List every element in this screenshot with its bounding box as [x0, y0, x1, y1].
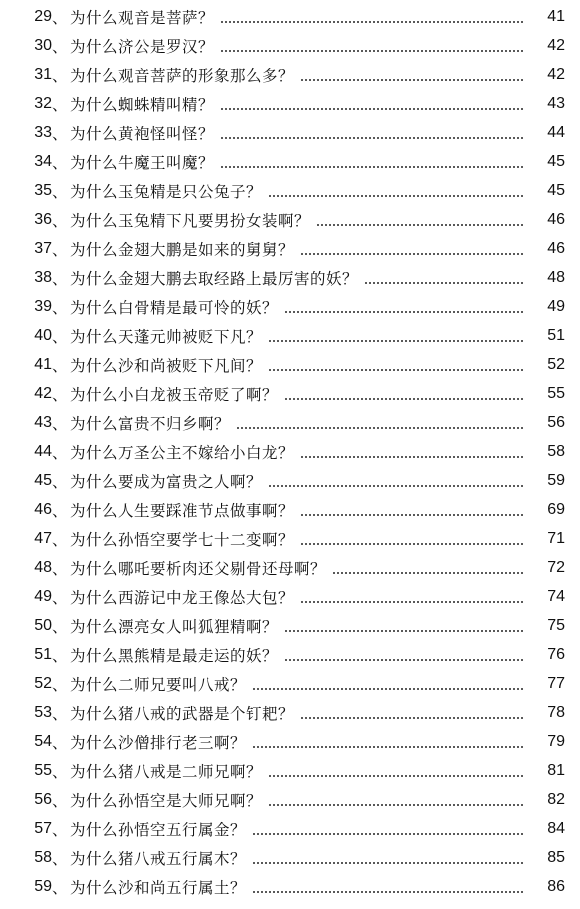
entry-page-number: 49 — [547, 297, 565, 315]
entry-page-number: 44 — [547, 123, 565, 141]
entry-page-number: 58 — [547, 442, 565, 460]
toc-entry[interactable] — [0, 553, 580, 582]
toc-entry[interactable] — [0, 321, 580, 350]
toc-entry[interactable] — [0, 379, 580, 408]
entry-title: 为什么孙悟空要学七十二变啊？ — [70, 530, 295, 549]
entry-page-number: 85 — [547, 848, 565, 866]
entry-separator: 、 — [52, 675, 68, 694]
entry-number: 51 — [34, 645, 52, 663]
toc-entry[interactable] — [0, 524, 580, 553]
entry-title: 为什么济公是罗汉？ — [70, 37, 215, 56]
dot-leader — [300, 78, 525, 81]
entry-page-number: 46 — [547, 210, 565, 228]
toc-entry[interactable] — [0, 466, 580, 495]
dot-leader — [220, 20, 525, 23]
entry-title: 为什么黑熊精是最走运的妖？ — [70, 646, 279, 665]
entry-number: 46 — [34, 500, 52, 518]
entry-page-number: 56 — [547, 413, 565, 431]
entry-separator: 、 — [52, 617, 68, 636]
dot-leader — [268, 484, 525, 487]
entry-title: 为什么沙和尚五行属土？ — [70, 878, 247, 897]
entry-separator: 、 — [52, 791, 68, 810]
dot-leader — [252, 861, 525, 864]
entry-separator: 、 — [52, 414, 68, 433]
dot-leader — [268, 194, 525, 197]
entry-title: 为什么西游记中龙王像怂大包？ — [70, 588, 295, 607]
toc-entry[interactable] — [0, 176, 580, 205]
toc-entry[interactable] — [0, 60, 580, 89]
entry-page-number: 79 — [547, 732, 565, 750]
dot-leader — [300, 542, 525, 545]
entry-title: 为什么猪八戒五行属木？ — [70, 849, 247, 868]
entry-separator: 、 — [52, 472, 68, 491]
entry-title: 为什么猪八戒是二师兄啊？ — [70, 762, 263, 781]
entry-title: 为什么要成为富贵之人啊？ — [70, 472, 263, 491]
dot-leader — [220, 165, 525, 168]
entry-number: 43 — [34, 413, 52, 431]
toc-entry[interactable] — [0, 437, 580, 466]
entry-separator: 、 — [52, 327, 68, 346]
entry-title: 为什么猪八戒的武器是个钉耙？ — [70, 704, 295, 723]
entry-number: 59 — [34, 877, 52, 895]
entry-separator: 、 — [52, 704, 68, 723]
entry-number: 55 — [34, 761, 52, 779]
entry-number: 58 — [34, 848, 52, 866]
entry-title: 为什么观音菩萨的形象那么多？ — [70, 66, 295, 85]
toc-entry[interactable] — [0, 669, 580, 698]
entry-page-number: 75 — [547, 616, 565, 634]
toc-entry[interactable] — [0, 408, 580, 437]
entry-page-number: 42 — [547, 65, 565, 83]
entry-separator: 、 — [52, 385, 68, 404]
entry-number: 50 — [34, 616, 52, 634]
dot-leader — [220, 136, 525, 139]
dot-leader — [220, 107, 525, 110]
dot-leader — [236, 426, 525, 429]
entry-separator: 、 — [52, 298, 68, 317]
entry-number: 33 — [34, 123, 52, 141]
dot-leader — [300, 252, 525, 255]
dot-leader — [252, 745, 525, 748]
dot-leader — [284, 629, 525, 632]
entry-number: 56 — [34, 790, 52, 808]
entry-number: 52 — [34, 674, 52, 692]
entry-page-number: 74 — [547, 587, 565, 605]
dot-leader — [300, 513, 525, 516]
entry-number: 57 — [34, 819, 52, 837]
entry-number: 54 — [34, 732, 52, 750]
toc-entry[interactable] — [0, 205, 580, 234]
entry-separator: 、 — [52, 356, 68, 375]
dot-leader — [284, 310, 525, 313]
toc-entry[interactable] — [0, 31, 580, 60]
entry-title: 为什么玉兔精是只公兔子？ — [70, 182, 263, 201]
toc-entry[interactable] — [0, 234, 580, 263]
entry-separator: 、 — [52, 588, 68, 607]
toc-entry[interactable] — [0, 582, 580, 611]
toc-entry[interactable] — [0, 263, 580, 292]
entry-page-number: 76 — [547, 645, 565, 663]
dot-leader — [316, 223, 525, 226]
entry-separator: 、 — [52, 501, 68, 520]
entry-number: 38 — [34, 268, 52, 286]
toc-entry[interactable] — [0, 785, 580, 814]
dot-leader — [252, 687, 525, 690]
dot-leader — [300, 455, 525, 458]
entry-number: 32 — [34, 94, 52, 112]
entry-number: 40 — [34, 326, 52, 344]
toc-entry[interactable] — [0, 640, 580, 669]
entry-page-number: 42 — [547, 36, 565, 54]
entry-title: 为什么人生要踩准节点做事啊？ — [70, 501, 295, 520]
entry-number: 47 — [34, 529, 52, 547]
entry-separator: 、 — [52, 124, 68, 143]
entry-page-number: 46 — [547, 239, 565, 257]
entry-separator: 、 — [52, 240, 68, 259]
entry-page-number: 71 — [547, 529, 565, 547]
entry-separator: 、 — [52, 95, 68, 114]
entry-page-number: 41 — [547, 7, 565, 25]
entry-page-number: 82 — [547, 790, 565, 808]
dot-leader — [268, 368, 525, 371]
entry-separator: 、 — [52, 820, 68, 839]
entry-title: 为什么金翅大鹏是如来的舅舅？ — [70, 240, 295, 259]
entry-page-number: 59 — [547, 471, 565, 489]
entry-page-number: 45 — [547, 152, 565, 170]
entry-number: 31 — [34, 65, 52, 83]
entry-page-number: 72 — [547, 558, 565, 576]
entry-number: 35 — [34, 181, 52, 199]
entry-separator: 、 — [52, 443, 68, 462]
entry-number: 34 — [34, 152, 52, 170]
entry-separator: 、 — [52, 878, 68, 897]
entry-title: 为什么黄袍怪叫怪？ — [70, 124, 215, 143]
dot-leader — [220, 49, 525, 52]
entry-number: 44 — [34, 442, 52, 460]
toc-entry[interactable] — [0, 350, 580, 379]
entry-title: 为什么金翅大鹏去取经路上最厉害的妖？ — [70, 269, 359, 288]
entry-title: 为什么牛魔王叫魔？ — [70, 153, 215, 172]
entry-number: 29 — [34, 7, 52, 25]
entry-page-number: 78 — [547, 703, 565, 721]
entry-title: 为什么白骨精是最可怜的妖？ — [70, 298, 279, 317]
toc-entry[interactable] — [0, 292, 580, 321]
entry-number: 45 — [34, 471, 52, 489]
dot-leader — [284, 397, 525, 400]
entry-separator: 、 — [52, 269, 68, 288]
dot-leader — [268, 774, 525, 777]
entry-title: 为什么富贵不归乡啊？ — [70, 414, 231, 433]
entry-title: 为什么玉兔精下凡要男扮女装啊？ — [70, 211, 311, 230]
entry-separator: 、 — [52, 8, 68, 27]
toc-entry[interactable] — [0, 147, 580, 176]
entry-page-number: 43 — [547, 94, 565, 112]
toc-entry[interactable] — [0, 698, 580, 727]
entry-separator: 、 — [52, 762, 68, 781]
toc-entry[interactable] — [0, 756, 580, 785]
dot-leader — [268, 803, 525, 806]
dot-leader — [252, 890, 525, 893]
toc-entry[interactable] — [0, 2, 580, 31]
toc-entry[interactable] — [0, 89, 580, 118]
entry-page-number: 81 — [547, 761, 565, 779]
entry-separator: 、 — [52, 153, 68, 172]
entry-number: 37 — [34, 239, 52, 257]
entry-page-number: 48 — [547, 268, 565, 286]
dot-leader — [332, 571, 525, 574]
entry-number: 42 — [34, 384, 52, 402]
entry-separator: 、 — [52, 37, 68, 56]
dot-leader — [300, 716, 525, 719]
entry-number: 49 — [34, 587, 52, 605]
entry-separator: 、 — [52, 182, 68, 201]
entry-title: 为什么观音是菩萨？ — [70, 8, 215, 27]
entry-title: 为什么孙悟空五行属金？ — [70, 820, 247, 839]
dot-leader — [284, 658, 525, 661]
toc-entry[interactable] — [0, 843, 580, 872]
entry-separator: 、 — [52, 530, 68, 549]
entry-separator: 、 — [52, 559, 68, 578]
entry-title: 为什么沙和尚被贬下凡间？ — [70, 356, 263, 375]
entry-title: 为什么孙悟空是大师兄啊？ — [70, 791, 263, 810]
entry-number: 48 — [34, 558, 52, 576]
entry-number: 41 — [34, 355, 52, 373]
toc-entry[interactable] — [0, 611, 580, 640]
entry-page-number: 51 — [547, 326, 565, 344]
entry-page-number: 52 — [547, 355, 565, 373]
entry-number: 36 — [34, 210, 52, 228]
dot-leader — [252, 832, 525, 835]
entry-title: 为什么二师兄要叫八戒？ — [70, 675, 247, 694]
entry-page-number: 45 — [547, 181, 565, 199]
entry-title: 为什么漂亮女人叫狐狸精啊？ — [70, 617, 279, 636]
entry-separator: 、 — [52, 849, 68, 868]
entry-page-number: 84 — [547, 819, 565, 837]
entry-title: 为什么天蓬元帅被贬下凡？ — [70, 327, 263, 346]
toc-entry[interactable] — [0, 872, 580, 901]
entry-page-number: 77 — [547, 674, 565, 692]
toc-entry[interactable] — [0, 118, 580, 147]
dot-leader — [364, 281, 525, 284]
toc-entry[interactable] — [0, 495, 580, 524]
entry-separator: 、 — [52, 211, 68, 230]
dot-leader — [268, 339, 525, 342]
toc-entry[interactable] — [0, 727, 580, 756]
dot-leader — [300, 600, 525, 603]
entry-title: 为什么万圣公主不嫁给小白龙？ — [70, 443, 295, 462]
entry-number: 39 — [34, 297, 52, 315]
entry-separator: 、 — [52, 733, 68, 752]
entry-number: 53 — [34, 703, 52, 721]
entry-title: 为什么沙僧排行老三啊？ — [70, 733, 247, 752]
entry-title: 为什么小白龙被玉帝贬了啊？ — [70, 385, 279, 404]
entry-separator: 、 — [52, 66, 68, 85]
entry-page-number: 55 — [547, 384, 565, 402]
toc-entry[interactable] — [0, 814, 580, 843]
entry-title: 为什么蜘蛛精叫精？ — [70, 95, 215, 114]
entry-page-number: 86 — [547, 877, 565, 895]
entry-title: 为什么哪吒要析肉还父剔骨还母啊？ — [70, 559, 327, 578]
entry-number: 30 — [34, 36, 52, 54]
entry-separator: 、 — [52, 646, 68, 665]
entry-page-number: 69 — [547, 500, 565, 518]
